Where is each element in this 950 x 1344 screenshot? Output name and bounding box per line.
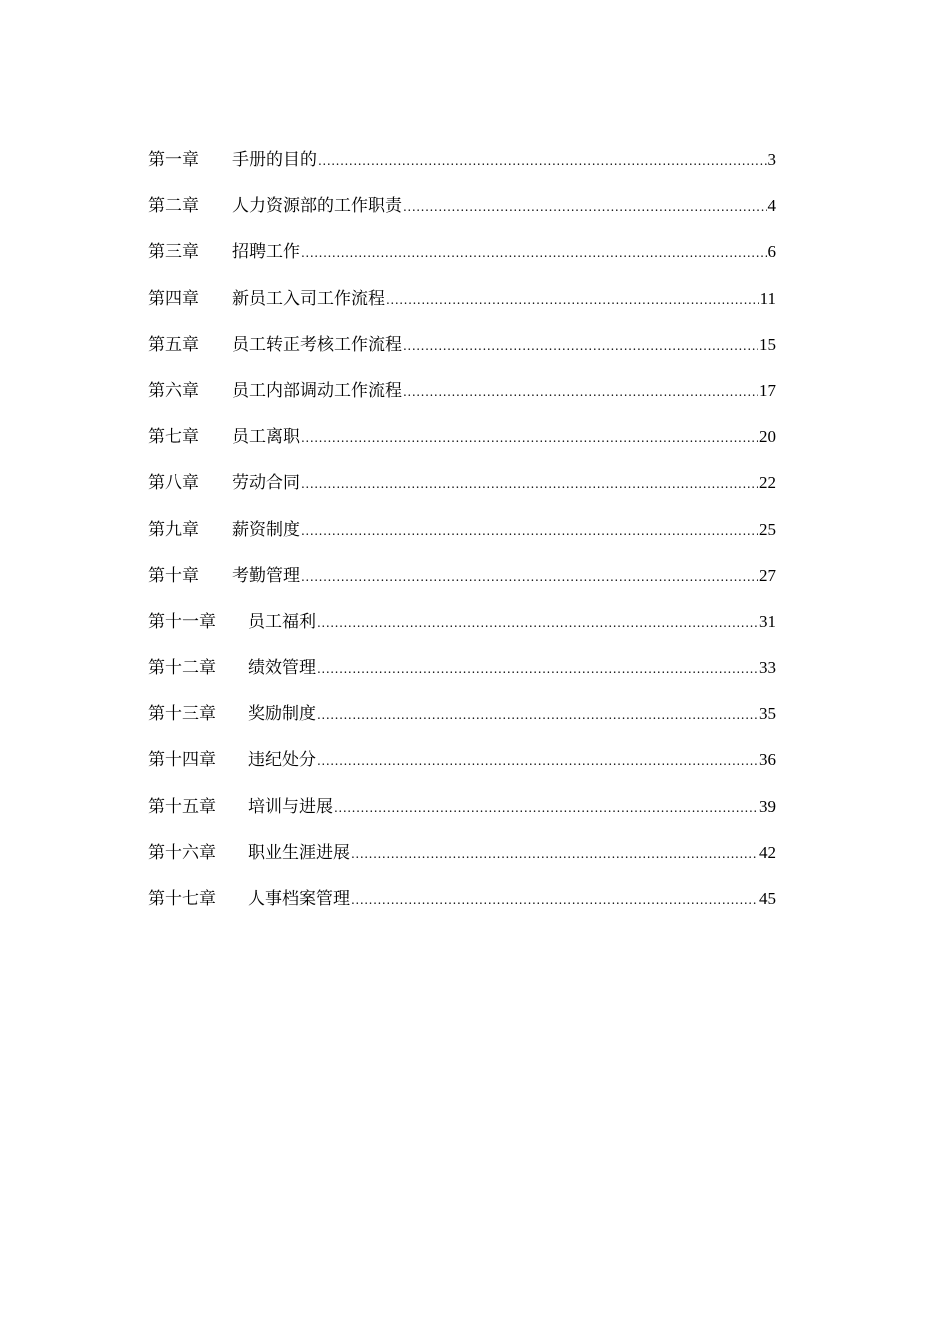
dot-leader <box>301 525 758 537</box>
chapter-title: 人事档案管理 <box>248 889 350 909</box>
chapter-title: 薪资制度 <box>232 519 300 540</box>
dot-leader <box>318 155 767 167</box>
dot-leader <box>403 201 767 213</box>
toc-entry[interactable] <box>148 607 776 653</box>
toc-entry[interactable] <box>148 838 776 884</box>
page-number: 22 <box>759 473 776 493</box>
page-number: 17 <box>759 380 776 400</box>
toc-entry[interactable] <box>148 561 776 607</box>
chapter-title: 培训与进展 <box>248 796 333 817</box>
dot-leader <box>301 432 758 444</box>
toc-entry[interactable] <box>148 515 776 561</box>
table-of-contents <box>148 145 776 930</box>
toc-entry[interactable] <box>148 745 776 791</box>
chapter-number: 第七章 <box>148 427 199 448</box>
page-number: 15 <box>759 334 776 354</box>
chapter-title: 新员工入司工作流程 <box>232 288 385 309</box>
page-number: 4 <box>767 196 776 216</box>
page-number: 42 <box>759 842 776 862</box>
page-number: 27 <box>759 565 776 585</box>
dot-leader <box>301 247 767 259</box>
chapter-number: 第八章 <box>148 473 199 494</box>
chapter-title: 违纪处分 <box>248 750 316 771</box>
page-number: 20 <box>759 427 776 447</box>
page-number: 33 <box>759 658 776 678</box>
dot-leader <box>351 848 758 860</box>
chapter-number: 第四章 <box>148 288 199 309</box>
chapter-number: 第十七章 <box>148 889 216 909</box>
dot-leader <box>301 571 758 583</box>
dot-leader <box>386 294 759 306</box>
chapter-number: 第十四章 <box>148 750 216 771</box>
page-number: 25 <box>759 519 776 539</box>
dot-leader <box>351 894 758 906</box>
toc-entry[interactable] <box>148 792 776 838</box>
chapter-title: 劳动合同 <box>232 473 300 494</box>
toc-entry[interactable] <box>148 699 776 745</box>
dot-leader <box>317 617 758 629</box>
toc-entry[interactable] <box>148 884 776 930</box>
chapter-title: 员工离职 <box>232 427 300 448</box>
chapter-number: 第十二章 <box>148 658 216 679</box>
page-number: 31 <box>759 611 776 631</box>
toc-entry[interactable] <box>148 376 776 422</box>
chapter-title: 招聘工作 <box>232 242 300 263</box>
page-number: 3 <box>767 150 776 169</box>
chapter-title: 考勤管理 <box>232 565 300 586</box>
chapter-title: 手册的目的 <box>232 150 317 170</box>
toc-entry[interactable] <box>148 653 776 699</box>
chapter-number: 第九章 <box>148 519 199 540</box>
page-number: 35 <box>759 704 776 724</box>
chapter-number: 第五章 <box>148 334 199 355</box>
page-number: 36 <box>759 750 776 770</box>
chapter-number: 第二章 <box>148 196 199 217</box>
toc-entry[interactable] <box>148 330 776 376</box>
chapter-number: 第十五章 <box>148 796 216 817</box>
chapter-number: 第三章 <box>148 242 199 263</box>
chapter-title: 绩效管理 <box>248 658 316 679</box>
page-number: 45 <box>759 889 776 908</box>
chapter-title: 员工转正考核工作流程 <box>232 334 402 355</box>
chapter-number: 第一章 <box>148 150 199 170</box>
chapter-number: 第十一章 <box>148 611 216 632</box>
chapter-title: 人力资源部的工作职责 <box>232 196 402 217</box>
dot-leader <box>334 802 758 814</box>
toc-entry[interactable] <box>148 422 776 468</box>
chapter-number: 第十章 <box>148 565 199 586</box>
dot-leader <box>317 755 758 767</box>
page-number: 39 <box>759 796 776 816</box>
chapter-title: 奖励制度 <box>248 704 316 725</box>
page-number: 6 <box>767 242 776 262</box>
toc-entry[interactable] <box>148 284 776 330</box>
chapter-number: 第十六章 <box>148 842 216 863</box>
dot-leader <box>301 478 758 490</box>
toc-entry[interactable] <box>148 191 776 237</box>
dot-leader <box>403 340 758 352</box>
dot-leader <box>403 386 758 398</box>
chapter-title: 员工福利 <box>248 611 316 632</box>
toc-entry[interactable] <box>148 468 776 514</box>
dot-leader <box>317 709 758 721</box>
chapter-number: 第六章 <box>148 380 199 401</box>
toc-entry[interactable] <box>148 145 776 191</box>
toc-entry[interactable] <box>148 237 776 283</box>
dot-leader <box>317 663 758 675</box>
chapter-title: 职业生涯进展 <box>248 842 350 863</box>
page-number: 11 <box>759 288 776 308</box>
chapter-number: 第十三章 <box>148 704 216 725</box>
chapter-title: 员工内部调动工作流程 <box>232 380 402 401</box>
